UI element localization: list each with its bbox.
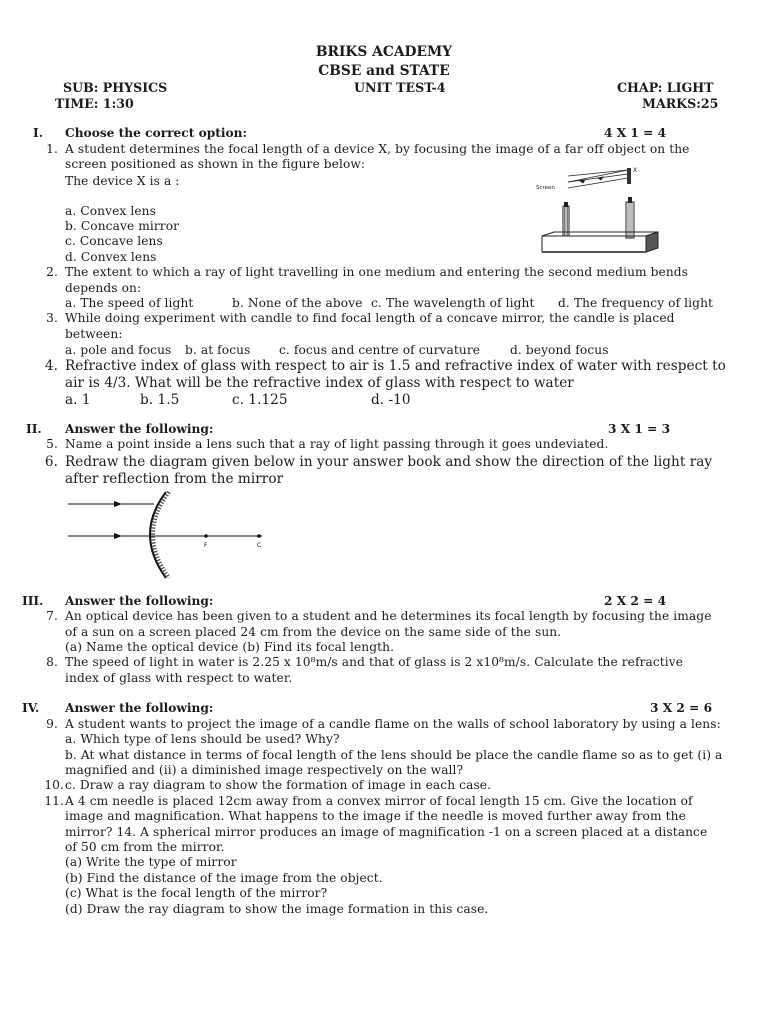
question-line: air is 4/3. What will be the refractive index of glass with respect to water (65, 375, 574, 391)
question-line: A student wants to project the image of a candle flame on the walls of school laboratory by using a lens: (65, 717, 721, 731)
marks-label: MARKS:25 (642, 96, 719, 111)
question-line: c. Draw a ray diagram to show the formation of image in each case. (65, 778, 492, 792)
section-title: Answer the following: (65, 594, 214, 608)
option: b. at focus (185, 343, 251, 357)
question-number: 7. (46, 609, 58, 623)
question-line: The extent to which a ray of light travelling in one medium and entering the second medium bends (65, 265, 689, 279)
option: b. Concave mirror (65, 219, 180, 233)
question-line: b. At what distance in terms of focal length of the lens should be place the candle flame so as to get (i) a (65, 748, 723, 762)
test-label: UNIT TEST-4 (354, 80, 446, 95)
question-line: of 50 cm from the mirror. (65, 840, 225, 854)
option: c. 1.125 (232, 392, 288, 408)
question-number: 2. (46, 265, 58, 279)
option: c. focus and centre of curvature (279, 343, 481, 357)
question-line: (c) What is the focal length of the mirror? (65, 886, 328, 900)
question-line: (b) Find the distance of the image from the object. (65, 871, 383, 885)
section-marks: 3 X 2 = 6 (650, 701, 713, 715)
centre-label: C (257, 542, 262, 549)
option: a. The speed of light (65, 296, 194, 310)
option: b. 1.5 (140, 392, 180, 408)
question-line: (a) Write the type of mirror (65, 855, 237, 869)
option: d. The frequency of light (558, 296, 714, 310)
question-number: 3. (46, 311, 58, 325)
question-number: 5. (46, 437, 58, 451)
device-label: X (633, 167, 638, 174)
question-line: The device X is a : (65, 174, 180, 188)
option: c. Concave lens (65, 234, 163, 248)
focal-length-setup-figure (528, 162, 664, 262)
option: d. Convex lens (65, 250, 157, 264)
question-line: image and magnification. What happens to the image if the needle is moved further away from the (65, 809, 686, 823)
question-line: a. Which type of lens should be used? Why? (65, 732, 340, 746)
option: a. Convex lens (65, 204, 156, 218)
academy-title: BRIKS ACADEMY (315, 44, 453, 60)
question-line: A 4 cm needle is placed 12cm away from a convex mirror of focal length 15 cm. Give the location of (65, 794, 693, 808)
question-line: of a sun on a screen placed 24 cm from the device on the same side of the sun. (65, 625, 562, 639)
question-line: Refractive index of glass with respect to air is 1.5 and refractive index of water with respect to (65, 358, 726, 374)
section-marks: 2 X 2 = 4 (604, 594, 667, 608)
question-line: between: (65, 327, 123, 341)
section-number: I. (33, 126, 43, 140)
subject-label: SUB: PHYSICS (63, 80, 168, 95)
question-number: 6. (44, 454, 58, 470)
section-number: III. (22, 594, 44, 608)
question-number: 1. (46, 142, 58, 156)
question-number: 11. (44, 794, 64, 808)
question-line: (d) Draw the ray diagram to show the image formation in this case. (65, 902, 489, 916)
option: a. 1 (65, 392, 91, 408)
section-number: II. (26, 422, 42, 436)
screen-label: Screen (536, 185, 555, 191)
question-line: index of glass with respect to water. (65, 671, 293, 685)
question-line: A student determines the focal length of a device X, by focusing the image of a far off object on the (65, 142, 690, 156)
section-number: IV. (22, 701, 40, 715)
question-line: Name a point inside a lens such that a ray of light passing through it goes undeviated. (65, 437, 609, 451)
option: a. pole and focus (65, 343, 172, 357)
question-number: 9. (46, 717, 58, 731)
question-line: depends on: (65, 281, 142, 295)
focus-label: F (204, 542, 208, 549)
question-line: after reflection from the mirror (65, 471, 284, 487)
section-marks: 3 X 1 = 3 (608, 422, 671, 436)
section-marks: 4 X 1 = 4 (604, 126, 667, 140)
option: d. beyond focus (510, 343, 609, 357)
chapter-label: CHAP: LIGHT (617, 80, 714, 95)
question-number: 4. (44, 358, 58, 374)
question-number: 10. (44, 778, 64, 792)
question-line: The speed of light in water is 2.25 x 10⁸m/s and that of glass is 2 x10⁸m/s. Calculate the refractive (65, 655, 684, 669)
question-line: mirror? 14. A spherical mirror produces an image of magnification -1 on a screen placed at a distance (65, 825, 708, 839)
question-line: (a) Name the optical device (b) Find its focal length. (65, 640, 395, 654)
question-line: screen positioned as shown in the figure below: (65, 157, 366, 171)
question-number: 8. (46, 655, 58, 669)
option: d. -10 (371, 392, 411, 408)
option: b. None of the above (232, 296, 363, 310)
question-line: An optical device has been given to a student and he determines its focal length by focusing the image (65, 609, 712, 623)
concave-mirror-figure (62, 486, 272, 582)
question-line: While doing experiment with candle to find focal length of a concave mirror, the candle is placed (65, 311, 675, 325)
option: c. The wavelength of light (371, 296, 535, 310)
section-title: Choose the correct option: (65, 126, 248, 140)
time-label: TIME: 1:30 (55, 96, 134, 111)
board-title: CBSE and STATE (318, 63, 450, 79)
section-title: Answer the following: (65, 701, 214, 715)
question-line: magnified and (ii) a diminished image respectively on the wall? (65, 763, 464, 777)
question-line: Redraw the diagram given below in your answer book and show the direction of the light ray (65, 454, 713, 470)
section-title: Answer the following: (65, 422, 214, 436)
